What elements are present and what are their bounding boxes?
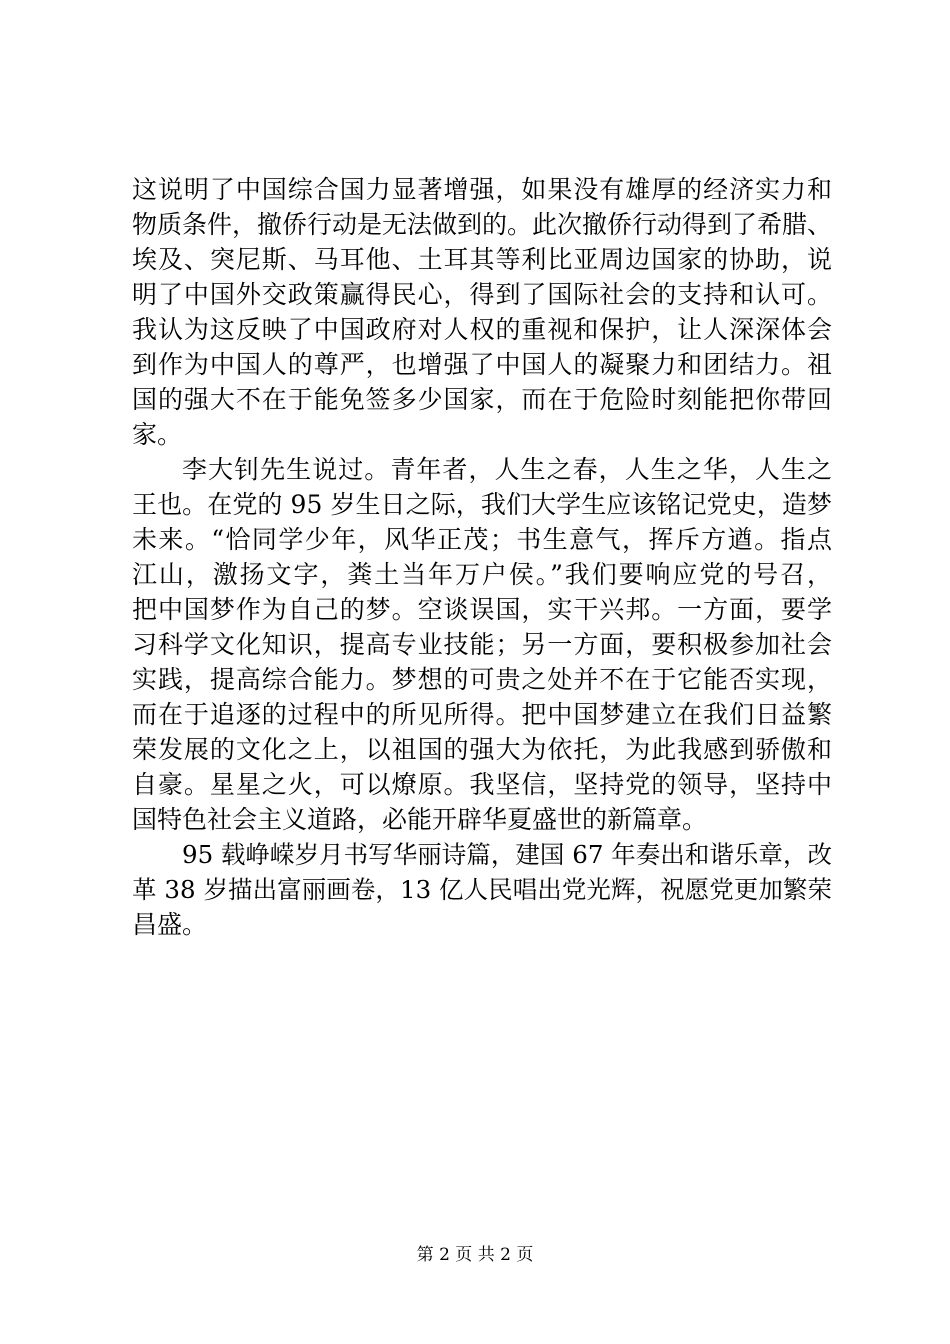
paragraph: [132, 837, 832, 942]
page-number-footer: 第 2 页 共 2 页: [416, 1245, 534, 1265]
text-line: 这说明了中国综合国力显著增强，如果没有雄厚的经济实力和: [132, 175, 832, 204]
paragraph: [132, 172, 832, 452]
text-line: 革 38 岁描出富丽画卷，13 亿人民唱出党光辉，祝愿党更加繁荣: [132, 875, 832, 904]
text-line: 昌盛。: [132, 910, 208, 939]
text-line: 明了中国外交政策赢得民心，得到了国际社会的支持和认可。: [132, 280, 832, 309]
text-line: 家。: [132, 420, 183, 449]
text-line: 而在于追逐的过程中的所见所得。把中国梦建立在我们日益繁: [132, 700, 832, 729]
text-line: 江山，激扬文字，粪土当年万户侯。”我们要响应党的号召，: [132, 560, 832, 589]
text-line: 王也。在党的 95 岁生日之际，我们大学生应该铭记党史，造梦: [132, 490, 832, 519]
text-line: 到作为中国人的尊严，也增强了中国人的凝聚力和团结力。祖: [132, 350, 832, 379]
text-line: 习科学文化知识，提高专业技能；另一方面，要积极参加社会: [132, 630, 832, 659]
text-line: 埃及、突尼斯、马耳他、土耳其等利比亚周边国家的协助，说: [132, 245, 832, 274]
text-line: 实践，提高综合能力。梦想的可贵之处并不在于它能否实现，: [132, 665, 832, 694]
text-line: 物质条件，撤侨行动是无法做到的。此次撤侨行动得到了希腊、: [132, 210, 833, 239]
text-line: 自豪。星星之火，可以燎原。我坚信，坚持党的领导，坚持中: [132, 770, 832, 799]
text-line: 国特色社会主义道路，必能开辟华夏盛世的新篇章。: [132, 805, 708, 834]
text-line: 未来。“恰同学少年，风华正茂；书生意气，挥斥方遒。指点: [132, 525, 832, 554]
document-body: [132, 172, 832, 942]
text-line: 把中国梦作为自己的梦。空谈误国，实干兴邦。一方面，要学: [132, 595, 832, 624]
text-line: 国的强大不在于能免签多少国家，而在于危险时刻能把你带回: [132, 385, 832, 414]
text-line: 李大钊先生说过。青年者，人生之春，人生之华，人生之: [182, 455, 832, 484]
paragraph: [132, 452, 832, 837]
text-line: 95 载峥嵘岁月书写华丽诗篇，建国 67 年奏出和谐乐章，改: [182, 840, 832, 869]
text-line: 荣发展的文化之上，以祖国的强大为依托，为此我感到骄傲和: [132, 735, 832, 764]
text-line: 我认为这反映了中国政府对人权的重视和保护，让人深深体会: [132, 315, 832, 344]
